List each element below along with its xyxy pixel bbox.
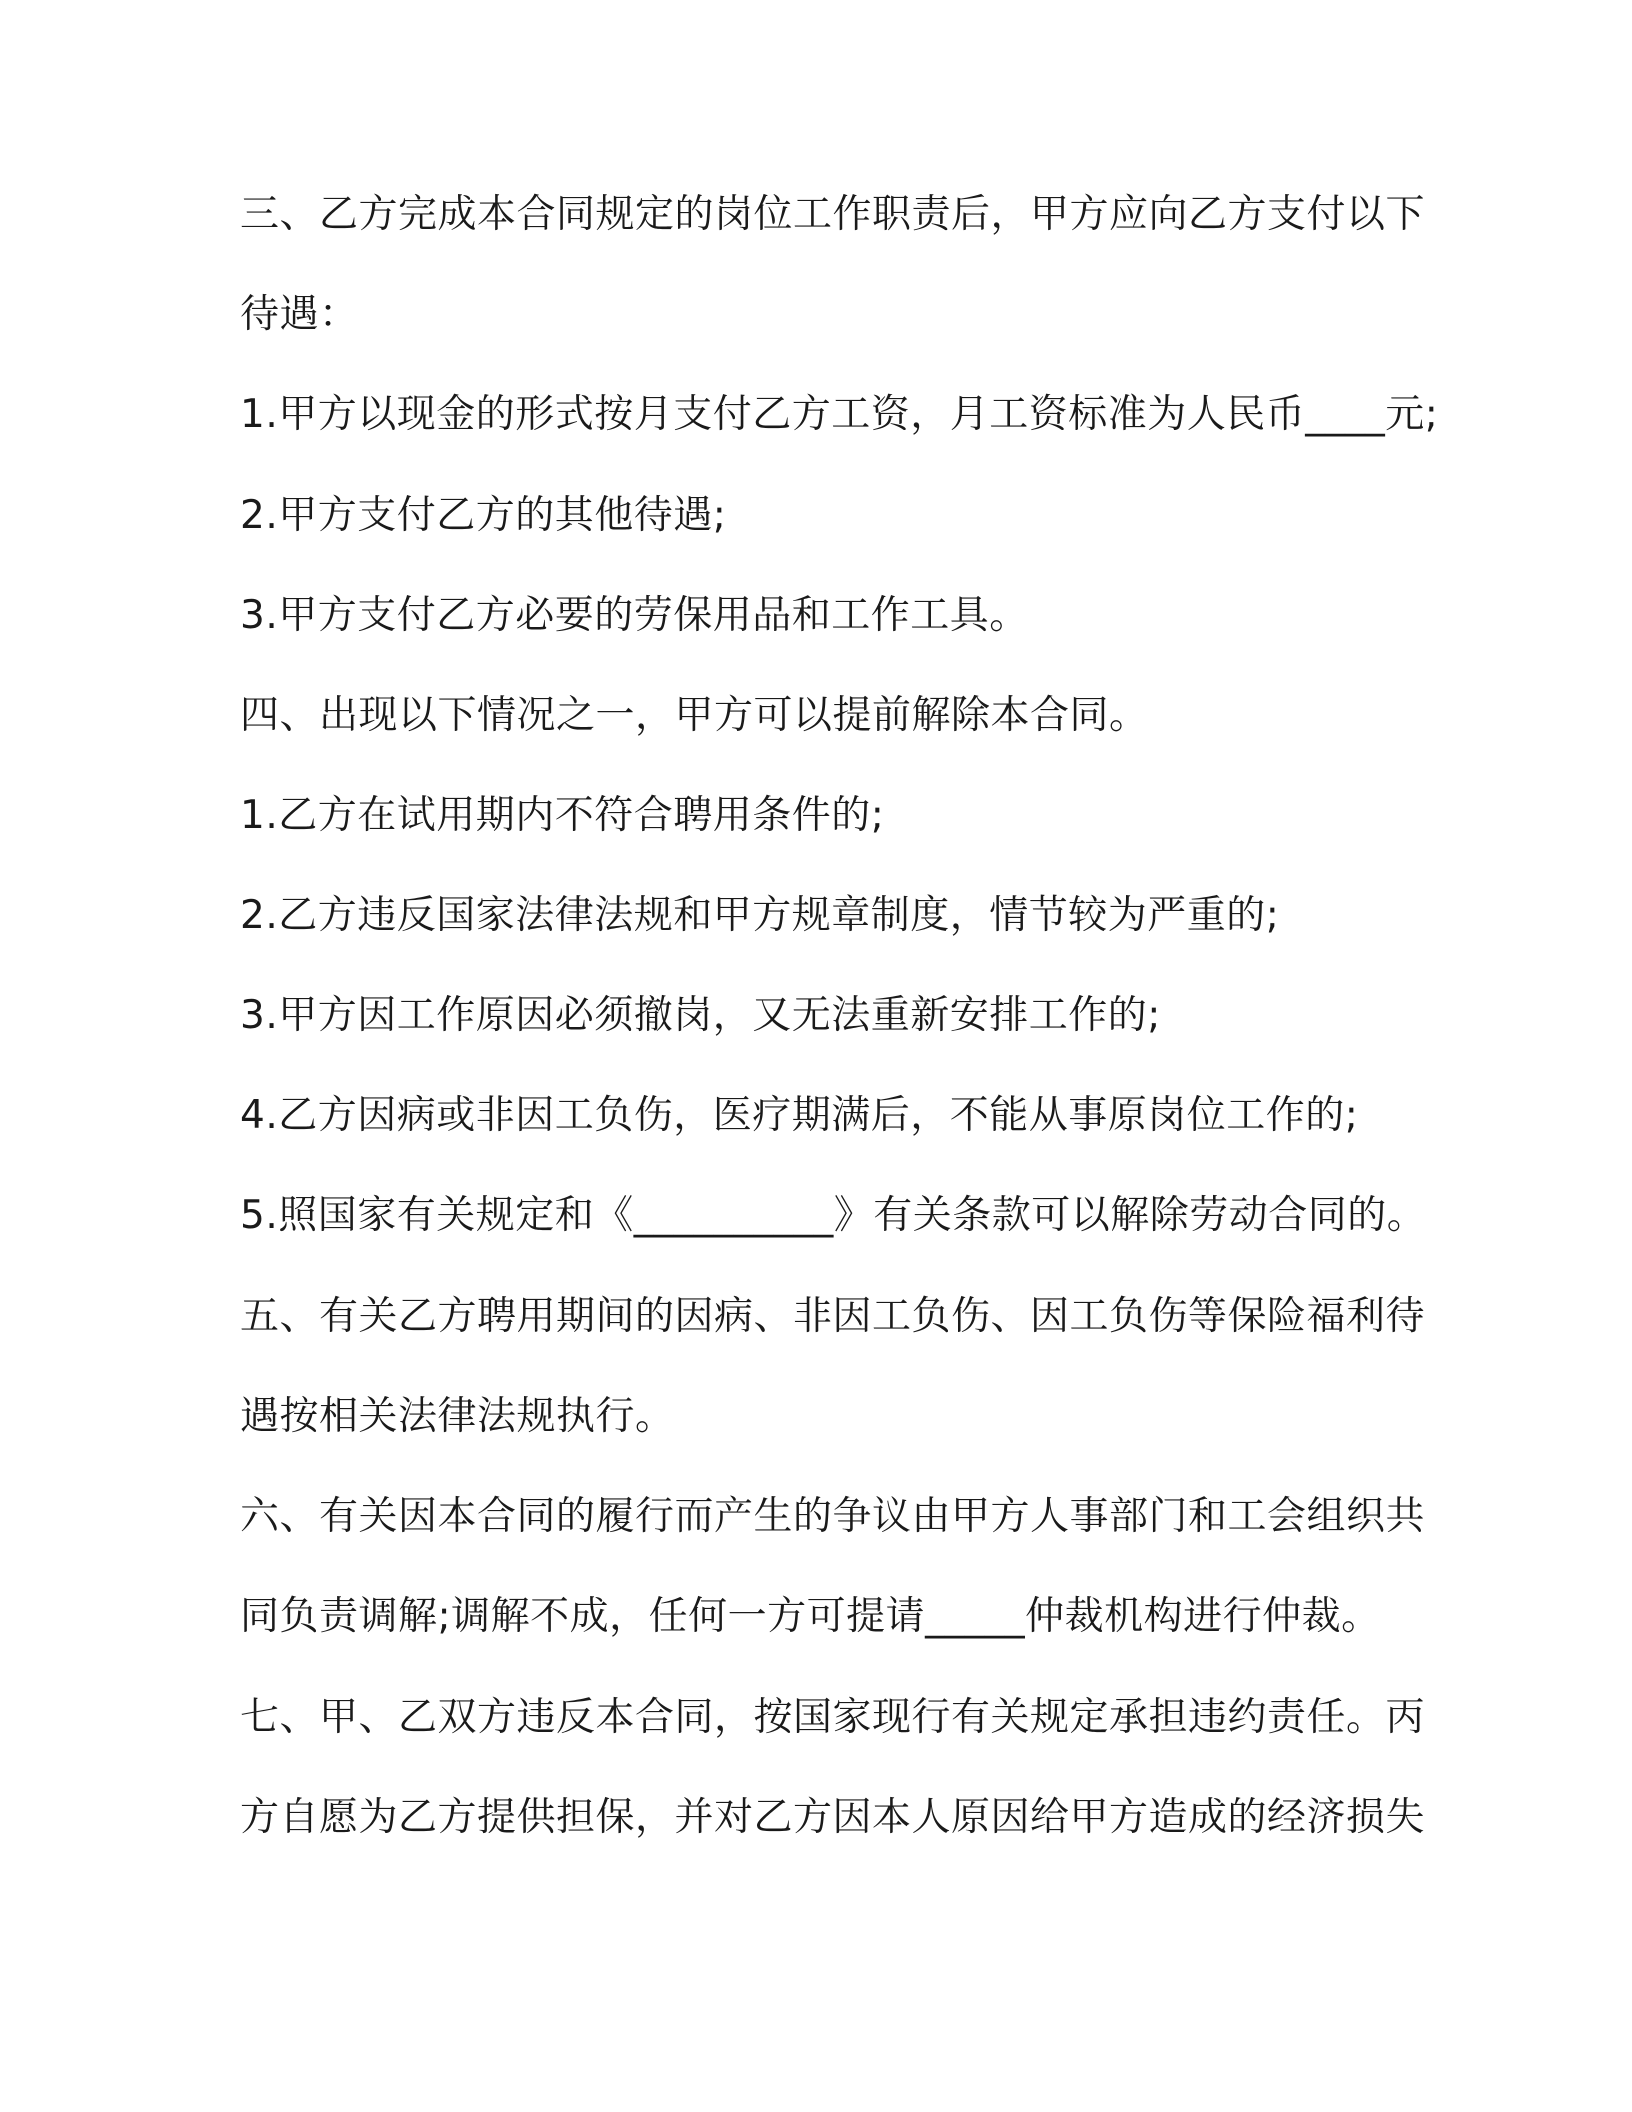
clause-6-line-2: 同负责调解;调解不成，任何一方可提请_____仲裁机构进行仲裁。 (240, 1594, 1381, 1639)
clause-5-line-2: 遇按相关法律法规执行。 (240, 1394, 675, 1439)
clause-3-item-2: 2.甲方支付乙方的其他待遇; (240, 493, 727, 538)
clause-3-item-3: 3.甲方支付乙方必要的劳保用品和工作工具。 (240, 593, 1029, 638)
clause-7-line-1: 七、甲、乙双方违反本合同，按国家现行有关规定承担违约责任。丙 (240, 1695, 1426, 1740)
clause-4-item-3: 3.甲方因工作原因必须撤岗，又无法重新安排工作的; (240, 993, 1161, 1038)
clause-4-item-2: 2.乙方违反国家法律法规和甲方规章制度，情节较为严重的; (240, 893, 1280, 938)
clause-5-line-1: 五、有关乙方聘用期间的因病、非因工负伤、因工负伤等保险福利待 (240, 1294, 1426, 1339)
clause-3-heading-line-1: 三、乙方完成本合同规定的岗位工作职责后，甲方应向乙方支付以下 (240, 192, 1426, 237)
clause-3-item-1: 1.甲方以现金的形式按月支付乙方工资，月工资标准为人民币____元; (240, 392, 1439, 437)
clause-3-heading-line-2: 待遇： (240, 292, 359, 337)
clause-4-heading: 四、出现以下情况之一，甲方可以提前解除本合同。 (240, 693, 1149, 738)
clause-7-line-2: 方自愿为乙方提供担保，并对乙方因本人原因给甲方造成的经济损失 (240, 1795, 1426, 1840)
clause-4-item-5: 5.照国家有关规定和《__________》有关条款可以解除劳动合同的。 (240, 1193, 1427, 1238)
clause-4-item-4: 4.乙方因病或非因工负伤，医疗期满后，不能从事原岗位工作的; (240, 1093, 1359, 1138)
clause-6-line-1: 六、有关因本合同的履行而产生的争议由甲方人事部门和工会组织共 (240, 1494, 1426, 1539)
clause-4-item-1: 1.乙方在试用期内不符合聘用条件的; (240, 793, 885, 838)
